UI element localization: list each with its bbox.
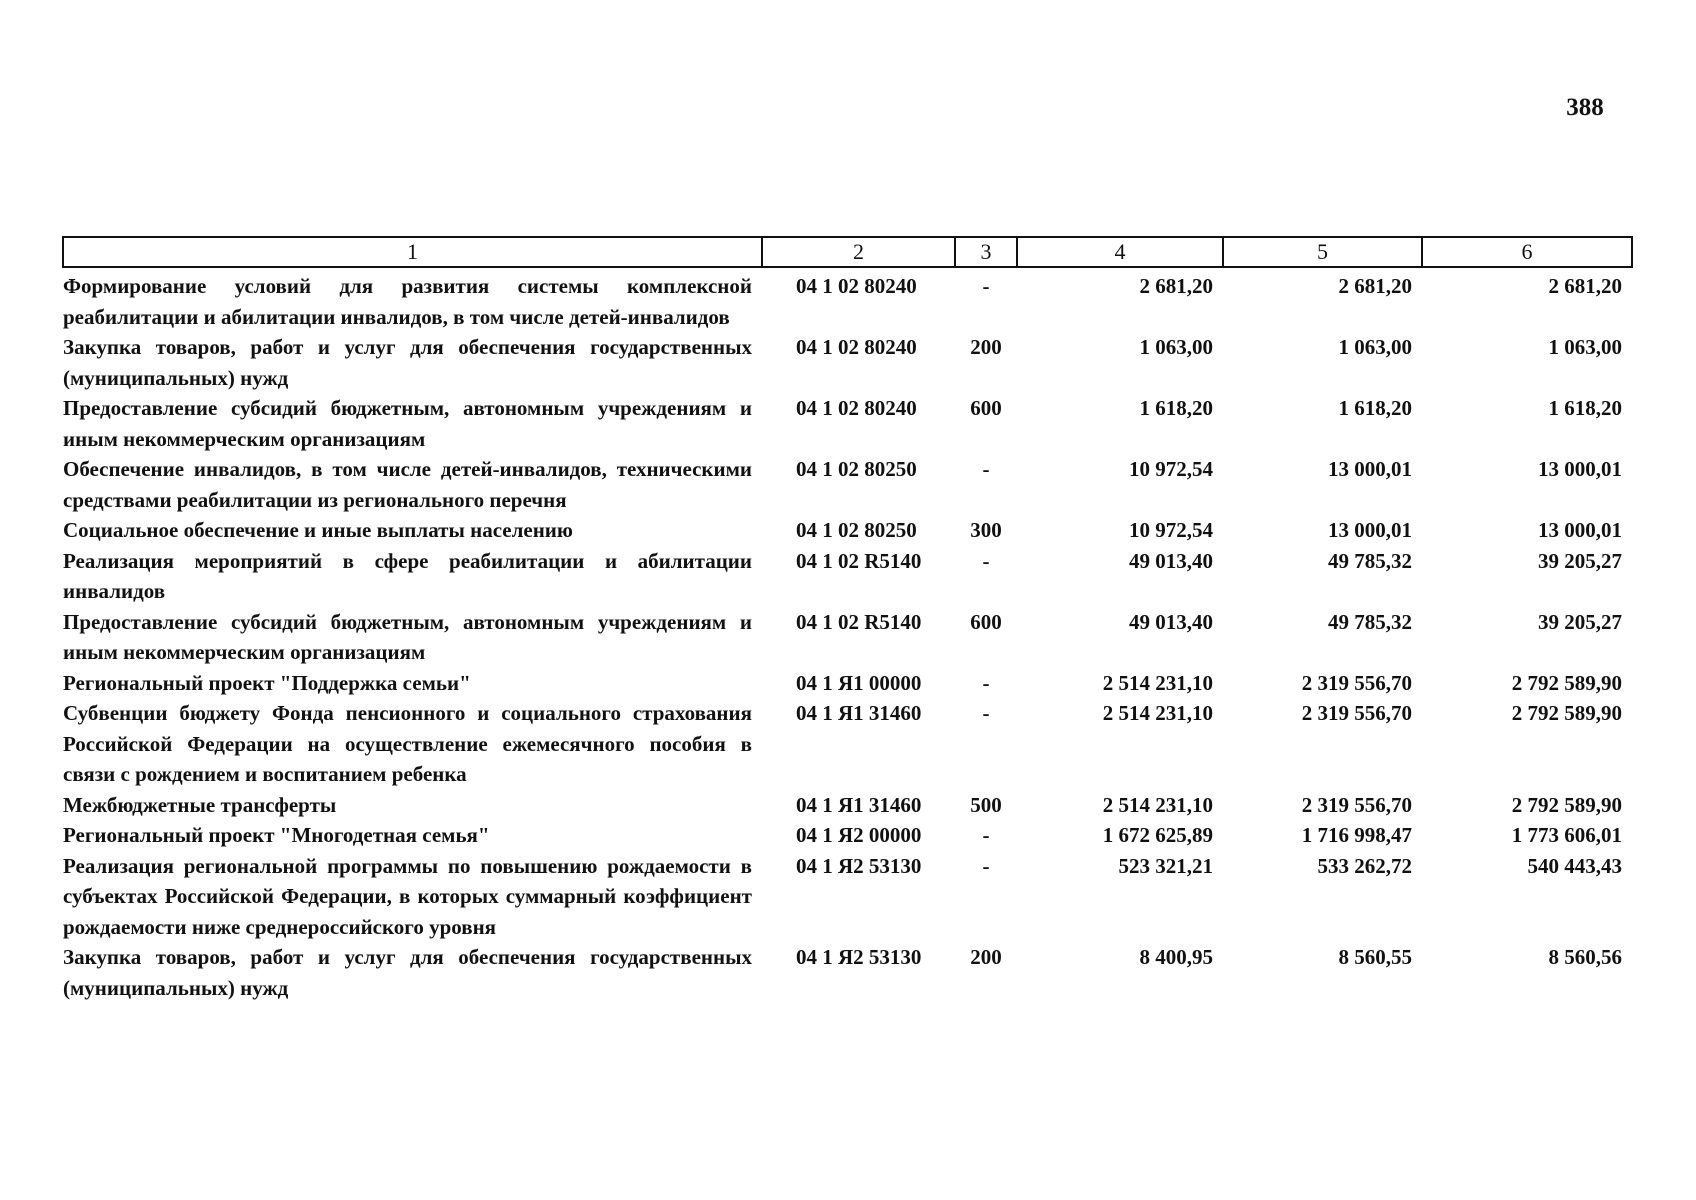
row-type-cell: - bbox=[982, 853, 990, 878]
row-value-6-cell: 13 000,01 bbox=[1538, 518, 1622, 542]
table-row bbox=[63, 393, 1632, 454]
table-row bbox=[63, 698, 1632, 790]
row-value-6-cell: 2 792 589,90 bbox=[1511, 670, 1622, 695]
row-value-6-cell: 2 681,20 bbox=[1548, 274, 1622, 298]
row-value-5-cell: 2 681,20 bbox=[1338, 274, 1412, 298]
row-name-cell: Закупка товаров, работ и услуг для обеспечения государственных (муниципальных) нужд bbox=[63, 335, 752, 390]
row-type-cell: 300 bbox=[970, 518, 1002, 542]
row-value-4-cell: 523 321,21 bbox=[1118, 853, 1213, 878]
row-value-6-cell: 1 618,20 bbox=[1548, 396, 1622, 420]
row-name-cell: Закупка товаров, работ и услуг для обеспечения государственных (муниципальных) нужд bbox=[63, 945, 752, 1000]
budget-table bbox=[62, 236, 1633, 1003]
row-name-cell: Предоставление субсидий бюджетным, автономным учреждениям и иным некоммерческим организациям bbox=[63, 396, 752, 451]
row-code-cell: 04 1 02 80240 bbox=[796, 274, 917, 298]
row-value-4-cell: 1 618,20 bbox=[1139, 396, 1213, 420]
table-row bbox=[63, 454, 1632, 515]
table-row bbox=[63, 942, 1632, 1003]
header-cell-6: 6 bbox=[1422, 237, 1632, 267]
row-name-cell: Социальное обеспечение и иные выплаты населению bbox=[63, 518, 573, 542]
row-name-cell: Реализация региональной программы по повышению рождаемости в субъектах Российской Федерации, в которых суммарный коэффициент рождаемости ниже среднероссийского уровня bbox=[63, 853, 752, 939]
row-code-cell: 04 1 02 80250 bbox=[796, 518, 917, 542]
row-value-6-cell: 39 205,27 bbox=[1538, 548, 1622, 573]
row-value-5-cell: 49 785,32 bbox=[1328, 609, 1412, 634]
row-name-cell: Реализация мероприятий в сфере реабилитации и абилитации инвалидов bbox=[63, 548, 752, 603]
row-code-cell: 04 1 Я1 00000 bbox=[796, 670, 922, 695]
header-cell-2: 2 bbox=[762, 237, 955, 267]
row-value-5-cell: 533 262,72 bbox=[1317, 853, 1412, 878]
row-code-cell: 04 1 02 80250 bbox=[796, 457, 917, 481]
table-row bbox=[63, 332, 1632, 393]
row-code-cell: 04 1 02 80240 bbox=[796, 335, 917, 359]
table-body bbox=[63, 267, 1632, 1003]
row-value-4-cell: 49 013,40 bbox=[1129, 548, 1213, 573]
table-row bbox=[63, 607, 1632, 668]
row-value-5-cell: 1 716 998,47 bbox=[1301, 823, 1412, 847]
row-name-cell: Межбюджетные трансферты bbox=[63, 792, 337, 817]
row-name-cell: Субвенции бюджету Фонда пенсионного и социального страхования Российской Федерации на осуществление ежемесячного пособия в связи с рождением и воспитанием ребенка bbox=[63, 701, 752, 786]
row-name-cell: Региональный проект "Поддержка семьи" bbox=[63, 670, 471, 695]
row-name-cell: Региональный проект "Многодетная семья" bbox=[63, 823, 490, 847]
row-value-6-cell: 2 792 589,90 bbox=[1511, 701, 1622, 725]
table-row bbox=[63, 515, 1632, 546]
row-value-6-cell: 2 792 589,90 bbox=[1511, 792, 1622, 817]
row-value-4-cell: 1 063,00 bbox=[1139, 335, 1213, 359]
row-name-cell: Обеспечение инвалидов, в том числе детей-инвалидов, техническими средствами реабилитации из регионального перечня bbox=[63, 457, 752, 512]
row-value-5-cell: 1 618,20 bbox=[1338, 396, 1412, 420]
row-value-5-cell: 13 000,01 bbox=[1328, 518, 1412, 542]
row-value-6-cell: 1 063,00 bbox=[1548, 335, 1622, 359]
row-value-4-cell: 49 013,40 bbox=[1129, 609, 1213, 634]
row-name-cell: Формирование условий для развития системы комплексной реабилитации и абилитации инвалидов, в том числе детей-инвалидов bbox=[63, 274, 752, 329]
row-value-6-cell: 1 773 606,01 bbox=[1511, 823, 1622, 847]
row-value-5-cell: 13 000,01 bbox=[1328, 457, 1412, 481]
row-code-cell: 04 1 Я1 31460 bbox=[796, 792, 922, 817]
row-value-6-cell: 39 205,27 bbox=[1538, 609, 1622, 634]
row-type-cell: - bbox=[982, 548, 990, 573]
row-value-5-cell: 2 319 556,70 bbox=[1301, 701, 1412, 725]
row-value-4-cell: 10 972,54 bbox=[1129, 457, 1213, 481]
row-value-4-cell: 2 514 231,10 bbox=[1102, 670, 1213, 695]
row-value-6-cell: 13 000,01 bbox=[1538, 457, 1622, 481]
row-type-cell: 500 bbox=[970, 792, 1002, 817]
row-name-cell: Предоставление субсидий бюджетным, автономным учреждениям и иным некоммерческим организациям bbox=[63, 609, 752, 664]
row-type-cell: - bbox=[982, 274, 990, 298]
table-header bbox=[63, 237, 1632, 267]
row-value-4-cell: 10 972,54 bbox=[1129, 518, 1213, 542]
table-row bbox=[63, 820, 1632, 851]
header-cell-5: 5 bbox=[1223, 237, 1422, 267]
row-code-cell: 04 1 02 R5140 bbox=[796, 609, 922, 634]
header-row bbox=[63, 237, 1632, 267]
row-type-cell: 200 bbox=[970, 945, 1002, 969]
header-cell-4: 4 bbox=[1017, 237, 1223, 267]
row-code-cell: 04 1 Я1 31460 bbox=[796, 701, 922, 725]
row-type-cell: - bbox=[982, 701, 990, 725]
row-code-cell: 04 1 Я2 00000 bbox=[796, 823, 922, 847]
row-value-5-cell: 8 560,55 bbox=[1338, 945, 1412, 969]
row-type-cell: 600 bbox=[970, 609, 1002, 634]
table-row bbox=[63, 668, 1632, 699]
table-row bbox=[63, 851, 1632, 943]
row-value-5-cell: 2 319 556,70 bbox=[1301, 670, 1412, 695]
row-value-4-cell: 2 514 231,10 bbox=[1102, 792, 1213, 817]
table-row bbox=[63, 790, 1632, 821]
row-type-cell: 200 bbox=[970, 335, 1002, 359]
row-value-4-cell: 1 672 625,89 bbox=[1102, 823, 1213, 847]
row-value-4-cell: 2 514 231,10 bbox=[1102, 701, 1213, 725]
row-code-cell: 04 1 02 80240 bbox=[796, 396, 917, 420]
row-type-cell: - bbox=[982, 670, 990, 695]
row-value-5-cell: 2 319 556,70 bbox=[1301, 792, 1412, 817]
row-value-4-cell: 8 400,95 bbox=[1139, 945, 1213, 969]
row-type-cell: 600 bbox=[970, 396, 1002, 420]
table-row bbox=[63, 267, 1632, 332]
header-cell-3: 3 bbox=[955, 237, 1017, 267]
row-type-cell: - bbox=[982, 823, 990, 847]
row-value-5-cell: 1 063,00 bbox=[1338, 335, 1412, 359]
row-code-cell: 04 1 Я2 53130 bbox=[796, 853, 922, 878]
row-value-6-cell: 8 560,56 bbox=[1548, 945, 1622, 969]
row-value-4-cell: 2 681,20 bbox=[1139, 274, 1213, 298]
row-code-cell: 04 1 Я2 53130 bbox=[796, 945, 922, 969]
page-number: 388 bbox=[1566, 94, 1604, 121]
row-type-cell: - bbox=[982, 457, 990, 481]
row-value-6-cell: 540 443,43 bbox=[1527, 853, 1622, 878]
table-row bbox=[63, 546, 1632, 607]
row-value-5-cell: 49 785,32 bbox=[1328, 548, 1412, 573]
header-cell-1: 1 bbox=[63, 237, 762, 267]
row-code-cell: 04 1 02 R5140 bbox=[796, 548, 922, 573]
